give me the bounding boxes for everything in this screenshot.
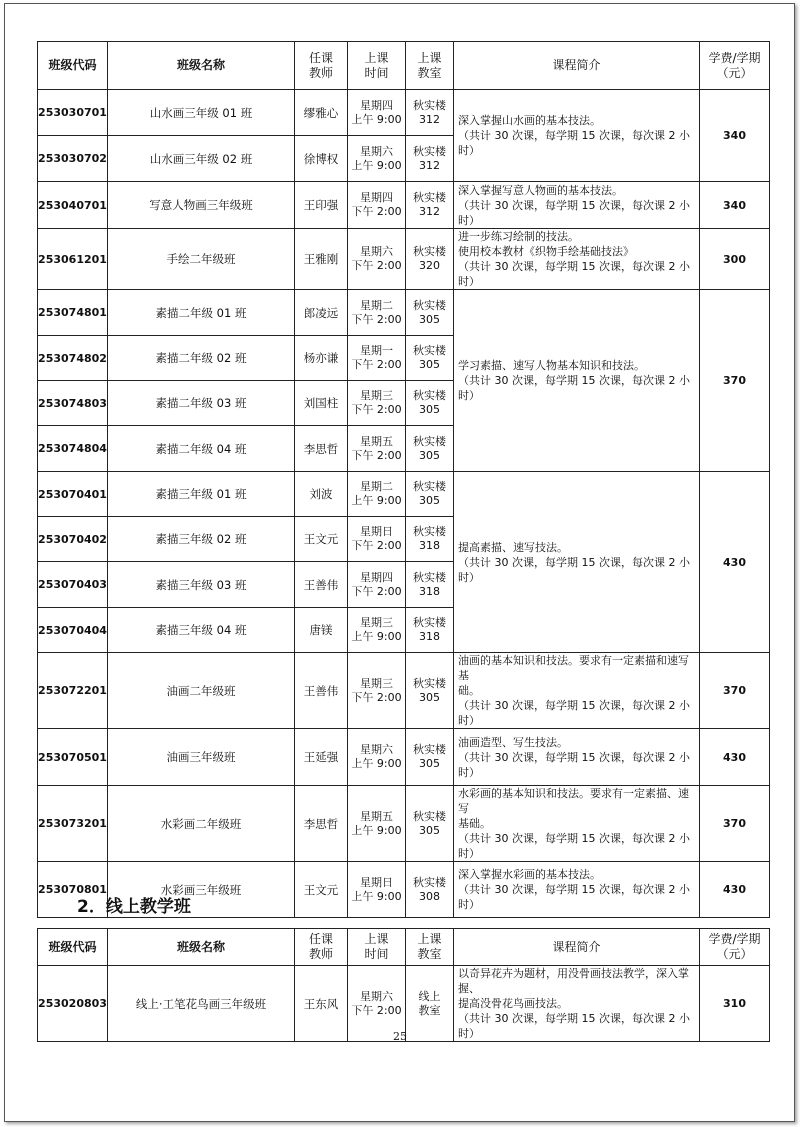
class-code: 253030702 xyxy=(38,136,108,182)
classroom: 秋实楼 320 xyxy=(406,229,454,290)
class-code: 253030701 xyxy=(38,90,108,136)
tuition-fee: 430 xyxy=(700,729,770,786)
section-title-online: 2．线上教学班 xyxy=(77,897,191,917)
header-room: 上课 教室 xyxy=(406,42,454,90)
classroom: 秋实楼 318 xyxy=(406,517,454,562)
class-time: 星期一 下午 2:00 xyxy=(348,336,406,381)
teacher-name: 刘国柱 xyxy=(295,381,348,426)
class-time: 星期三 上午 9:00 xyxy=(348,608,406,653)
class-time: 星期六 上午 9:00 xyxy=(348,729,406,786)
class-code: 253072201 xyxy=(38,653,108,729)
classroom: 秋实楼 305 xyxy=(406,290,454,336)
classroom: 秋实楼 312 xyxy=(406,90,454,136)
class-name: 写意人物画三年级班 xyxy=(108,182,295,229)
online-class-table xyxy=(37,928,770,1042)
course-description: 深入掌握山水画的基本技法。 （共计 30 次课，每学期 15 次课，每次课 2 小时） xyxy=(454,90,700,182)
teacher-name: 王文元 xyxy=(295,517,348,562)
course-description: 深入掌握写意人物画的基本技法。 （共计 30 次课，每学期 15 次课，每次课 2 小时） xyxy=(454,182,700,229)
course-description: 深入掌握水彩画的基本技法。 （共计 30 次课，每学期 15 次课，每次课 2 小时） xyxy=(454,862,700,918)
class-code: 253070404 xyxy=(38,608,108,653)
class-name: 素描三年级 02 班 xyxy=(108,517,295,562)
class-name: 油画三年级班 xyxy=(108,729,295,786)
header-teacher: 任课 教师 xyxy=(295,42,348,90)
teacher-name: 王雅刚 xyxy=(295,229,348,290)
classroom: 秋实楼 308 xyxy=(406,862,454,918)
class-time: 星期六 上午 9:00 xyxy=(348,136,406,182)
header-desc: 课程简介 xyxy=(454,42,700,90)
class-code: 253070801 xyxy=(38,862,108,918)
teacher-name: 杨亦谦 xyxy=(295,336,348,381)
tuition-fee: 370 xyxy=(700,653,770,729)
teacher-name: 郎凌远 xyxy=(295,290,348,336)
teacher-name: 唐镁 xyxy=(295,608,348,653)
course-description: 学习素描、速写人物基本知识和技法。 （共计 30 次课，每学期 15 次课，每次课 2 小时） xyxy=(454,290,700,472)
class-time: 星期六 下午 2:00 xyxy=(348,229,406,290)
table-row xyxy=(38,786,770,862)
classroom: 秋实楼 312 xyxy=(406,182,454,229)
class-name: 素描二年级 03 班 xyxy=(108,381,295,426)
teacher-name: 李思哲 xyxy=(295,426,348,472)
table-row xyxy=(38,653,770,729)
teacher-name: 王印强 xyxy=(295,182,348,229)
class-name: 线上·工笔花鸟画三年级班 xyxy=(108,966,295,1042)
classroom: 秋实楼 305 xyxy=(406,786,454,862)
class-name: 水彩画三年级班 xyxy=(108,862,295,918)
tuition-fee: 300 xyxy=(700,229,770,290)
classroom: 秋实楼 305 xyxy=(406,381,454,426)
class-code: 253070402 xyxy=(38,517,108,562)
tuition-fee: 370 xyxy=(700,290,770,472)
table-row xyxy=(38,90,770,136)
class-name: 水彩画二年级班 xyxy=(108,786,295,862)
teacher-name: 刘波 xyxy=(295,472,348,517)
header-name: 班级名称 xyxy=(108,42,295,90)
class-time: 星期三 下午 2:00 xyxy=(348,653,406,729)
class-time: 星期二 下午 2:00 xyxy=(348,290,406,336)
class-time: 星期三 下午 2:00 xyxy=(348,381,406,426)
tuition-fee: 430 xyxy=(700,862,770,918)
table-row xyxy=(38,229,770,290)
class-time: 星期四 下午 2:00 xyxy=(348,182,406,229)
classroom: 秋实楼 318 xyxy=(406,562,454,608)
course-description: 进一步练习绘制的技法。 使用校本教材《织物手绘基础技法》 （共计 30 次课，每学期 15 次课，每次课 2 小时） xyxy=(454,229,700,290)
class-code: 253061201 xyxy=(38,229,108,290)
class-code: 253040701 xyxy=(38,182,108,229)
class-code: 253074804 xyxy=(38,426,108,472)
class-name: 素描二年级 02 班 xyxy=(108,336,295,381)
class-code: 253073201 xyxy=(38,786,108,862)
table-row xyxy=(38,472,770,517)
class-time: 星期二 上午 9:00 xyxy=(348,472,406,517)
table-header-row xyxy=(38,929,770,966)
header-time: 上课 时间 xyxy=(348,929,406,966)
tuition-fee: 310 xyxy=(700,966,770,1042)
table-header-row xyxy=(38,42,770,90)
class-code: 253074802 xyxy=(38,336,108,381)
classroom: 秋实楼 305 xyxy=(406,336,454,381)
class-code: 253070501 xyxy=(38,729,108,786)
header-room: 上课 教室 xyxy=(406,929,454,966)
teacher-name: 王延强 xyxy=(295,729,348,786)
class-time: 星期四 上午 9:00 xyxy=(348,90,406,136)
course-description: 油画的基本知识和技法。要求有一定素描和速写基 础。 （共计 30 次课，每学期 15 次课，每次课 2 小时） xyxy=(454,653,700,729)
teacher-name: 李思哲 xyxy=(295,786,348,862)
course-description: 提高素描、速写技法。 （共计 30 次课，每学期 15 次课，每次课 2 小时） xyxy=(454,472,700,653)
header-time: 上课 时间 xyxy=(348,42,406,90)
class-code: 253070401 xyxy=(38,472,108,517)
class-time: 星期六 下午 2:00 xyxy=(348,966,406,1042)
class-time: 星期四 下午 2:00 xyxy=(348,562,406,608)
table-row xyxy=(38,182,770,229)
class-time: 星期日 上午 9:00 xyxy=(348,862,406,918)
teacher-name: 王文元 xyxy=(295,862,348,918)
class-name: 手绘二年级班 xyxy=(108,229,295,290)
class-name: 素描三年级 04 班 xyxy=(108,608,295,653)
header-name: 班级名称 xyxy=(108,929,295,966)
classroom: 秋实楼 318 xyxy=(406,608,454,653)
classroom: 秋实楼 312 xyxy=(406,136,454,182)
class-name: 素描二年级 04 班 xyxy=(108,426,295,472)
class-name: 油画二年级班 xyxy=(108,653,295,729)
tuition-fee: 340 xyxy=(700,182,770,229)
teacher-name: 王东风 xyxy=(295,966,348,1042)
teacher-name: 徐博权 xyxy=(295,136,348,182)
class-time: 星期五 下午 2:00 xyxy=(348,426,406,472)
course-description: 水彩画的基本知识和技法。要求有一定素描、速写 基础。 （共计 30 次课，每学期 15 次课，每次课 2 小时） xyxy=(454,786,700,862)
header-code: 班级代码 xyxy=(38,929,108,966)
class-time: 星期五 上午 9:00 xyxy=(348,786,406,862)
teacher-name: 王善伟 xyxy=(295,562,348,608)
course-description: 以奇异花卉为题材，用没骨画技法教学，深入掌握、 提高没骨花鸟画技法。 （共计 30 次课，每学期 15 次课，每次课 2 小时） xyxy=(454,966,700,1042)
tuition-fee: 430 xyxy=(700,472,770,653)
classroom: 秋实楼 305 xyxy=(406,426,454,472)
table-row xyxy=(38,290,770,336)
class-code: 253074801 xyxy=(38,290,108,336)
tuition-fee: 370 xyxy=(700,786,770,862)
class-name: 素描二年级 01 班 xyxy=(108,290,295,336)
class-name: 素描三年级 01 班 xyxy=(108,472,295,517)
classroom: 秋实楼 305 xyxy=(406,653,454,729)
teacher-name: 王善伟 xyxy=(295,653,348,729)
class-name: 山水画三年级 01 班 xyxy=(108,90,295,136)
header-fee: 学费/学期 （元） xyxy=(700,42,770,90)
class-code: 253074803 xyxy=(38,381,108,426)
teacher-name: 缪雅心 xyxy=(295,90,348,136)
class-code: 253070403 xyxy=(38,562,108,608)
header-desc: 课程简介 xyxy=(454,929,700,966)
class-name: 山水画三年级 02 班 xyxy=(108,136,295,182)
header-fee: 学费/学期 （元） xyxy=(700,929,770,966)
classroom: 线上 教室 xyxy=(406,966,454,1042)
class-time: 星期日 下午 2:00 xyxy=(348,517,406,562)
page-number: 25 xyxy=(393,1030,407,1043)
table-row xyxy=(38,729,770,786)
classroom: 秋实楼 305 xyxy=(406,472,454,517)
header-code: 班级代码 xyxy=(38,42,108,90)
classroom: 秋实楼 305 xyxy=(406,729,454,786)
tuition-fee: 340 xyxy=(700,90,770,182)
header-teacher: 任课 教师 xyxy=(295,929,348,966)
offline-class-table xyxy=(37,41,770,918)
course-description: 油画造型、写生技法。 （共计 30 次课，每学期 15 次课，每次课 2 小时） xyxy=(454,729,700,786)
class-code: 253020803 xyxy=(38,966,108,1042)
class-name: 素描三年级 03 班 xyxy=(108,562,295,608)
